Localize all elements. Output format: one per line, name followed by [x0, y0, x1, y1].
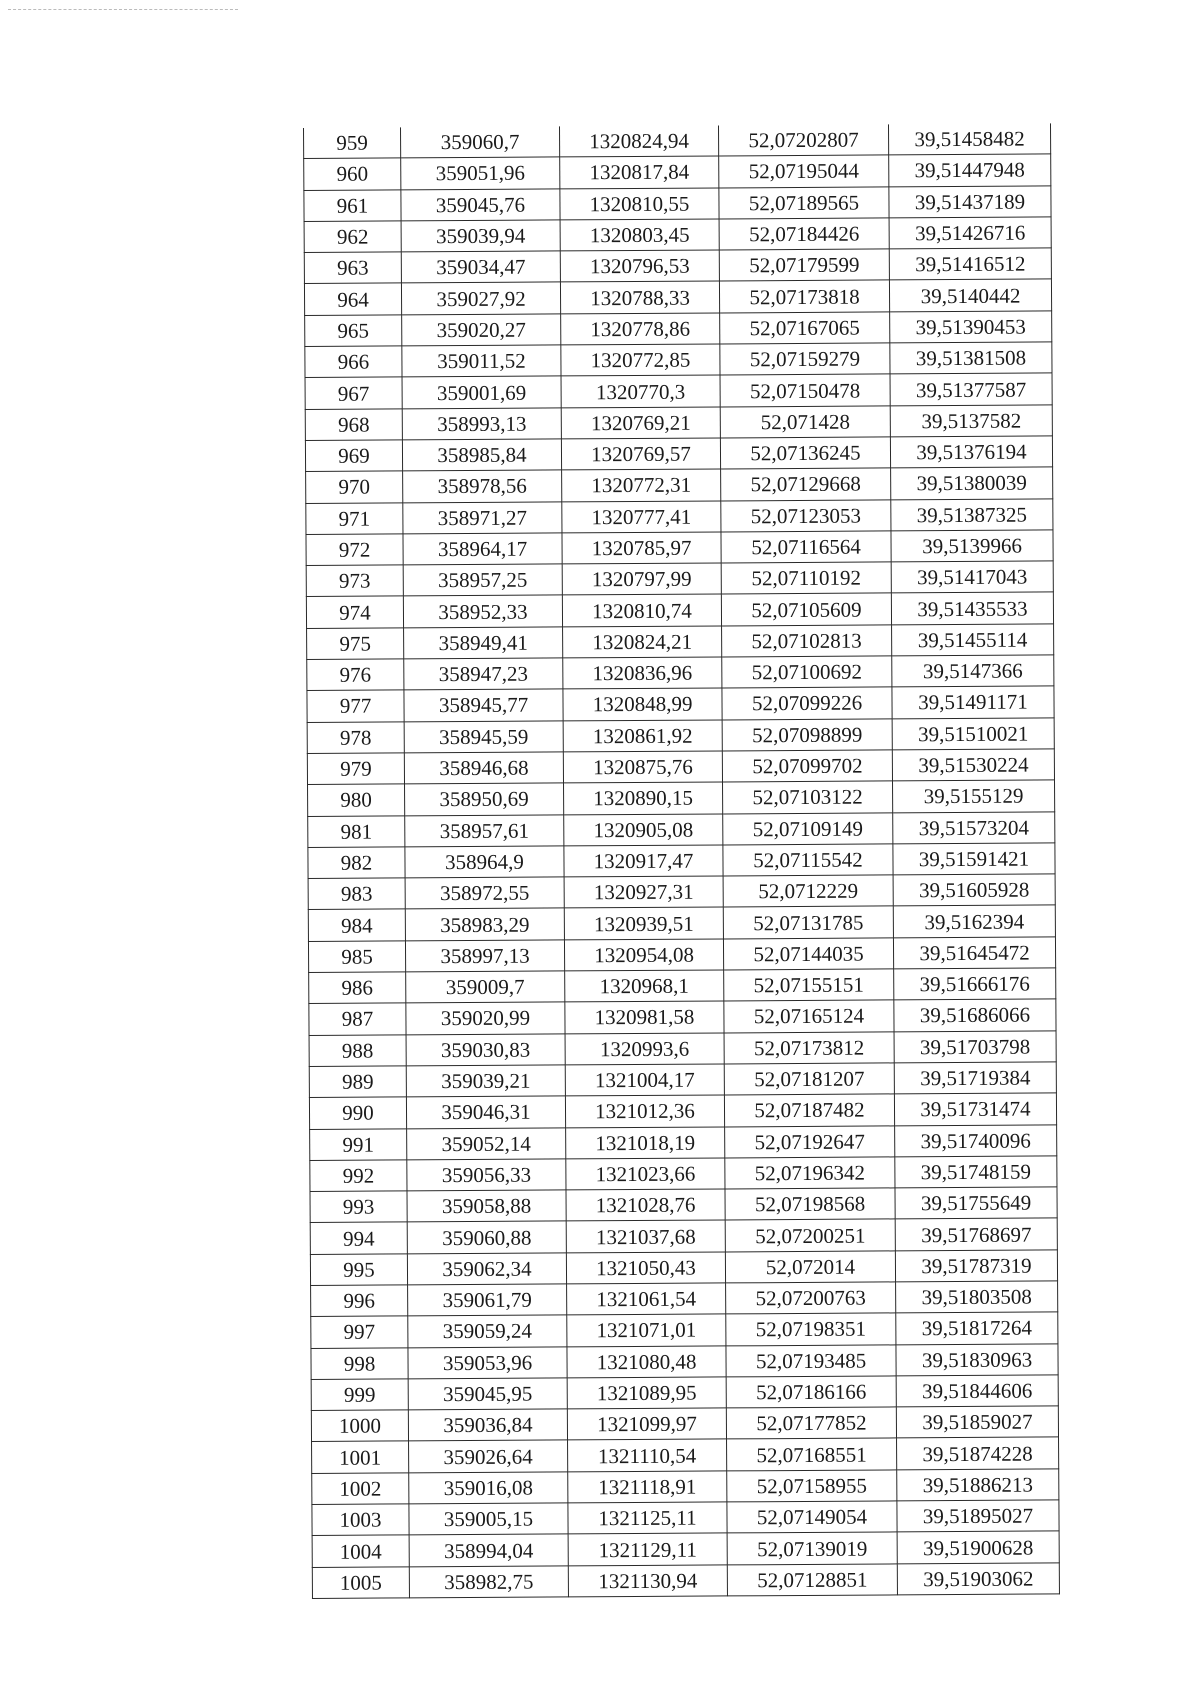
y-coordinate-cell: 1321118,91 [568, 1471, 727, 1503]
latitude-cell: 52,07173818 [719, 280, 889, 312]
table-row [308, 874, 1055, 910]
latitude-cell: 52,07144035 [723, 938, 893, 970]
table-row [309, 1062, 1056, 1098]
point-number-cell: 971 [306, 502, 403, 534]
point-number-cell: 987 [309, 1003, 406, 1035]
longitude-cell: 39,5147366 [892, 655, 1054, 687]
longitude-cell: 39,51844606 [896, 1375, 1058, 1407]
x-coordinate-cell: 358983,29 [405, 908, 564, 940]
point-number-cell: 984 [308, 909, 405, 941]
longitude-cell: 39,51381508 [890, 342, 1052, 374]
x-coordinate-cell: 359030,83 [406, 1034, 565, 1066]
table-row [306, 561, 1053, 597]
table-row [305, 436, 1052, 472]
latitude-cell: 52,07139019 [727, 1532, 897, 1564]
y-coordinate-cell: 1321050,43 [566, 1252, 725, 1284]
latitude-cell: 52,07155151 [724, 969, 894, 1001]
table-row [305, 342, 1052, 378]
latitude-cell: 52,07149054 [727, 1501, 897, 1533]
table-row [310, 1187, 1057, 1223]
point-number-cell: 986 [309, 972, 406, 1004]
latitude-cell: 52,07128851 [727, 1564, 897, 1596]
longitude-cell: 39,51703798 [894, 1031, 1056, 1063]
table-row [308, 843, 1055, 879]
latitude-cell: 52,07105609 [721, 593, 891, 625]
latitude-cell: 52,07115542 [723, 844, 893, 876]
point-number-cell: 980 [308, 784, 405, 816]
latitude-cell: 52,07136245 [720, 437, 890, 469]
latitude-cell: 52,07181207 [724, 1063, 894, 1095]
y-coordinate-cell: 1320817,84 [560, 156, 719, 188]
y-coordinate-cell: 1321110,54 [568, 1439, 727, 1471]
longitude-cell: 39,51874228 [897, 1437, 1059, 1469]
longitude-cell: 39,51787319 [895, 1250, 1057, 1282]
latitude-cell: 52,0712229 [723, 875, 893, 907]
x-coordinate-cell: 358949,41 [404, 627, 563, 659]
table-row [309, 999, 1056, 1035]
point-number-cell: 1002 [312, 1473, 409, 1505]
longitude-cell: 39,51900628 [897, 1531, 1059, 1563]
longitude-cell: 39,51377587 [890, 373, 1052, 405]
latitude-cell: 52,07177852 [726, 1407, 896, 1439]
latitude-cell: 52,07202807 [718, 124, 888, 156]
point-number-cell: 988 [309, 1034, 406, 1066]
longitude-cell: 39,51591421 [893, 843, 1055, 875]
y-coordinate-cell: 1320785,97 [562, 532, 721, 564]
y-coordinate-cell: 1320778,86 [561, 313, 720, 345]
table-row [312, 1469, 1059, 1505]
x-coordinate-cell: 359020,99 [406, 1002, 565, 1034]
y-coordinate-cell: 1320788,33 [560, 281, 719, 313]
x-coordinate-cell: 359027,92 [401, 282, 560, 314]
longitude-cell: 39,51731474 [894, 1093, 1056, 1125]
table-row [310, 1250, 1057, 1286]
x-coordinate-cell: 358957,25 [403, 564, 562, 596]
x-coordinate-cell: 359061,79 [408, 1284, 567, 1316]
y-coordinate-cell: 1320803,45 [560, 219, 719, 251]
latitude-cell: 52,07193485 [726, 1344, 896, 1376]
latitude-cell: 52,07110192 [721, 562, 891, 594]
point-number-cell: 993 [310, 1191, 407, 1223]
point-number-cell: 965 [305, 315, 402, 347]
point-number-cell: 968 [305, 409, 402, 441]
longitude-cell: 39,51686066 [894, 999, 1056, 1031]
longitude-cell: 39,51719384 [894, 1062, 1056, 1094]
table-row [307, 624, 1054, 660]
point-number-cell: 962 [304, 221, 401, 253]
x-coordinate-cell: 358964,9 [405, 846, 564, 878]
longitude-cell: 39,51491171 [892, 686, 1054, 718]
y-coordinate-cell: 1321023,66 [566, 1158, 725, 1190]
y-coordinate-cell: 1321037,68 [566, 1220, 725, 1252]
longitude-cell: 39,51455114 [892, 624, 1054, 656]
point-number-cell: 979 [307, 753, 404, 785]
longitude-cell: 39,51666176 [894, 968, 1056, 1000]
latitude-cell: 52,07102813 [722, 625, 892, 657]
point-number-cell: 989 [309, 1066, 406, 1098]
longitude-cell: 39,51755649 [895, 1187, 1057, 1219]
latitude-cell: 52,07168551 [727, 1438, 897, 1470]
y-coordinate-cell: 1320905,08 [564, 813, 723, 845]
point-number-cell: 963 [304, 252, 401, 284]
latitude-cell: 52,07200763 [726, 1282, 896, 1314]
latitude-cell: 52,07198351 [726, 1313, 896, 1345]
latitude-cell: 52,072014 [725, 1251, 895, 1283]
x-coordinate-cell: 358972,55 [405, 877, 564, 909]
longitude-cell: 39,51645472 [893, 937, 1055, 969]
latitude-cell: 52,07131785 [723, 906, 893, 938]
longitude-cell: 39,51573204 [893, 811, 1055, 843]
table-row [307, 749, 1054, 785]
y-coordinate-cell: 1321125,11 [568, 1502, 727, 1534]
point-number-cell: 996 [311, 1285, 408, 1317]
x-coordinate-cell: 359039,94 [401, 220, 560, 252]
x-coordinate-cell: 359001,69 [402, 376, 561, 408]
y-coordinate-cell: 1321129,11 [568, 1533, 727, 1565]
table-row [308, 811, 1055, 847]
point-number-cell: 995 [310, 1254, 407, 1286]
latitude-cell: 52,07184426 [719, 218, 889, 250]
longitude-cell: 39,5140442 [889, 279, 1051, 311]
table-row [311, 1375, 1058, 1411]
longitude-cell: 39,51859027 [896, 1406, 1058, 1438]
longitude-cell: 39,51390453 [890, 311, 1052, 343]
latitude-cell: 52,071428 [720, 406, 890, 438]
x-coordinate-cell: 359051,96 [401, 157, 560, 189]
longitude-cell: 39,51426716 [889, 217, 1051, 249]
y-coordinate-cell: 1320927,31 [564, 876, 723, 908]
x-coordinate-cell: 358985,84 [402, 439, 561, 471]
point-number-cell: 976 [307, 659, 404, 691]
point-number-cell: 966 [305, 346, 402, 378]
point-number-cell: 983 [308, 878, 405, 910]
point-number-cell: 999 [311, 1379, 408, 1411]
y-coordinate-cell: 1321080,48 [567, 1346, 726, 1378]
table-row [306, 592, 1053, 628]
longitude-cell: 39,51895027 [897, 1500, 1059, 1532]
table-row [306, 530, 1053, 566]
latitude-cell: 52,07186166 [726, 1376, 896, 1408]
point-number-cell: 978 [307, 722, 404, 754]
point-number-cell: 960 [304, 158, 401, 190]
latitude-cell: 52,07196342 [725, 1157, 895, 1189]
point-number-cell: 990 [309, 1097, 406, 1129]
point-number-cell: 1003 [312, 1504, 409, 1536]
y-coordinate-cell: 1320777,41 [562, 501, 721, 533]
y-coordinate-cell: 1321089,95 [567, 1377, 726, 1409]
y-coordinate-cell: 1320954,08 [564, 939, 723, 971]
table-row [305, 405, 1052, 441]
point-number-cell: 967 [305, 377, 402, 409]
x-coordinate-cell: 359039,21 [406, 1065, 565, 1097]
y-coordinate-cell: 1321012,36 [565, 1095, 724, 1127]
table-row [309, 1093, 1056, 1129]
table-row [310, 1156, 1057, 1192]
x-coordinate-cell: 359052,14 [407, 1127, 566, 1159]
table-row [304, 217, 1051, 253]
x-coordinate-cell: 358957,61 [405, 814, 564, 846]
point-number-cell: 1004 [312, 1535, 409, 1567]
latitude-cell: 52,07099226 [722, 687, 892, 719]
point-number-cell: 997 [311, 1316, 408, 1348]
y-coordinate-cell: 1320939,51 [564, 907, 723, 939]
longitude-cell: 39,51830963 [896, 1343, 1058, 1375]
y-coordinate-cell: 1321071,01 [567, 1314, 726, 1346]
latitude-cell: 52,07116564 [721, 531, 891, 563]
table-row [310, 1124, 1057, 1160]
x-coordinate-cell: 358945,77 [404, 689, 563, 721]
point-number-cell: 972 [306, 534, 403, 566]
longitude-cell: 39,51768697 [895, 1218, 1057, 1250]
x-coordinate-cell: 358971,27 [403, 501, 562, 533]
table-row [308, 937, 1055, 973]
latitude-cell: 52,07195044 [719, 155, 889, 187]
x-coordinate-cell: 358994,04 [409, 1534, 568, 1566]
x-coordinate-cell: 358978,56 [403, 470, 562, 502]
table-row [311, 1343, 1058, 1379]
table-row [304, 279, 1051, 315]
table-row [304, 154, 1051, 190]
latitude-cell: 52,07192647 [725, 1125, 895, 1157]
point-number-cell: 973 [306, 565, 403, 597]
x-coordinate-cell: 359020,27 [402, 314, 561, 346]
y-coordinate-cell: 1320810,74 [562, 594, 721, 626]
x-coordinate-cell: 358997,13 [405, 940, 564, 972]
latitude-cell: 52,07200251 [725, 1219, 895, 1251]
y-coordinate-cell: 1320890,15 [564, 782, 723, 814]
longitude-cell: 39,51510021 [892, 718, 1054, 750]
y-coordinate-cell: 1320772,85 [561, 344, 720, 376]
x-coordinate-cell: 358952,33 [403, 595, 562, 627]
latitude-cell: 52,07109149 [723, 812, 893, 844]
y-coordinate-cell: 1320875,76 [563, 751, 722, 783]
latitude-cell: 52,07159279 [720, 343, 890, 375]
point-number-cell: 994 [310, 1222, 407, 1254]
longitude-cell: 39,51435533 [891, 592, 1053, 624]
table-row [312, 1531, 1059, 1567]
longitude-cell: 39,51748159 [895, 1156, 1057, 1188]
table-row [304, 248, 1051, 284]
table-row [307, 686, 1054, 722]
table-row [307, 718, 1054, 754]
longitude-cell: 39,51740096 [895, 1124, 1057, 1156]
x-coordinate-cell: 359045,95 [408, 1378, 567, 1410]
table-row [312, 1437, 1059, 1473]
point-number-cell: 969 [305, 440, 402, 472]
y-coordinate-cell: 1320772,31 [562, 469, 721, 501]
point-number-cell: 964 [304, 283, 401, 315]
longitude-cell: 39,51817264 [896, 1312, 1058, 1344]
longitude-cell: 39,5139966 [891, 530, 1053, 562]
latitude-cell: 52,07150478 [720, 374, 890, 406]
point-number-cell: 977 [307, 690, 404, 722]
y-coordinate-cell: 1320824,21 [563, 626, 722, 658]
x-coordinate-cell: 359062,34 [407, 1253, 566, 1285]
latitude-cell: 52,07189565 [719, 187, 889, 219]
y-coordinate-cell: 1320769,57 [561, 438, 720, 470]
latitude-cell: 52,07123053 [721, 499, 891, 531]
x-coordinate-cell: 359036,84 [408, 1409, 567, 1441]
y-coordinate-cell: 1320993,6 [565, 1033, 724, 1065]
y-coordinate-cell: 1320797,99 [562, 563, 721, 595]
table-row [308, 780, 1055, 816]
scan-edge-mark [8, 9, 238, 10]
longitude-cell: 39,51437189 [889, 186, 1051, 218]
longitude-cell: 39,51605928 [893, 874, 1055, 906]
x-coordinate-cell: 359053,96 [408, 1346, 567, 1378]
latitude-cell: 52,07158955 [727, 1470, 897, 1502]
y-coordinate-cell: 1320796,53 [560, 250, 719, 282]
x-coordinate-cell: 359034,47 [401, 251, 560, 283]
latitude-cell: 52,07098899 [722, 719, 892, 751]
y-coordinate-cell: 1320824,94 [559, 125, 718, 157]
point-number-cell: 975 [307, 628, 404, 660]
latitude-cell: 52,07179599 [719, 249, 889, 281]
table-row [309, 968, 1056, 1004]
x-coordinate-cell: 359011,52 [402, 345, 561, 377]
latitude-cell: 52,07129668 [721, 468, 891, 500]
table-row [307, 655, 1054, 691]
longitude-cell: 39,51530224 [892, 749, 1054, 781]
y-coordinate-cell: 1320981,58 [565, 1001, 724, 1033]
point-number-cell: 974 [306, 596, 403, 628]
x-coordinate-cell: 358982,75 [409, 1566, 568, 1598]
table-row [311, 1312, 1058, 1348]
point-number-cell: 970 [306, 471, 403, 503]
latitude-cell: 52,07103122 [723, 781, 893, 813]
x-coordinate-cell: 358946,68 [404, 752, 563, 784]
table-row [305, 311, 1052, 347]
x-coordinate-cell: 359016,08 [409, 1472, 568, 1504]
longitude-cell: 39,51803508 [896, 1281, 1058, 1313]
y-coordinate-cell: 1320769,21 [561, 407, 720, 439]
table-row [310, 1218, 1057, 1254]
table-row [306, 467, 1053, 503]
point-number-cell: 991 [310, 1128, 407, 1160]
latitude-cell: 52,07099702 [722, 750, 892, 782]
y-coordinate-cell: 1320770,3 [561, 375, 720, 407]
point-number-cell: 961 [304, 189, 401, 221]
table-row [308, 905, 1055, 941]
longitude-cell: 39,51376194 [890, 436, 1052, 468]
latitude-cell: 52,07198568 [725, 1188, 895, 1220]
longitude-cell: 39,51903062 [897, 1563, 1059, 1595]
y-coordinate-cell: 1321061,54 [567, 1283, 726, 1315]
y-coordinate-cell: 1321018,19 [566, 1126, 725, 1158]
x-coordinate-cell: 358945,59 [404, 721, 563, 753]
table-row [304, 123, 1051, 158]
longitude-cell: 39,5137582 [890, 405, 1052, 437]
y-coordinate-cell: 1320848,99 [563, 688, 722, 720]
longitude-cell: 39,51387325 [891, 498, 1053, 530]
y-coordinate-cell: 1320836,96 [563, 657, 722, 689]
table-row [311, 1281, 1058, 1317]
latitude-cell: 52,07187482 [724, 1094, 894, 1126]
y-coordinate-cell: 1321004,17 [565, 1064, 724, 1096]
point-number-cell: 959 [304, 127, 401, 158]
longitude-cell: 39,51886213 [897, 1469, 1059, 1501]
x-coordinate-cell: 359059,24 [408, 1315, 567, 1347]
x-coordinate-cell: 358964,17 [403, 533, 562, 565]
x-coordinate-cell: 359060,88 [407, 1221, 566, 1253]
x-coordinate-cell: 359045,76 [401, 189, 560, 221]
table-row [309, 1031, 1056, 1067]
longitude-cell: 39,5155129 [893, 780, 1055, 812]
y-coordinate-cell: 1320917,47 [564, 845, 723, 877]
latitude-cell: 52,07167065 [720, 312, 890, 344]
point-number-cell: 982 [308, 847, 405, 879]
x-coordinate-cell: 358993,13 [402, 408, 561, 440]
longitude-cell: 39,51416512 [889, 248, 1051, 280]
point-number-cell: 985 [308, 941, 405, 973]
longitude-cell: 39,51417043 [891, 561, 1053, 593]
table-row [311, 1406, 1058, 1442]
point-number-cell: 998 [311, 1347, 408, 1379]
longitude-cell: 39,51380039 [891, 467, 1053, 499]
x-coordinate-cell: 359026,64 [409, 1440, 568, 1472]
latitude-cell: 52,07165124 [724, 1000, 894, 1032]
table-row [306, 498, 1053, 534]
latitude-cell: 52,07100692 [722, 656, 892, 688]
point-number-cell: 1000 [311, 1410, 408, 1442]
point-number-cell: 992 [310, 1160, 407, 1192]
latitude-cell: 52,07173812 [724, 1032, 894, 1064]
coordinates-table-body [304, 123, 1060, 1598]
coordinates-table [303, 123, 1060, 1598]
y-coordinate-cell: 1321130,94 [568, 1565, 727, 1597]
point-number-cell: 1001 [312, 1441, 409, 1473]
point-number-cell: 1005 [312, 1567, 409, 1599]
x-coordinate-cell: 359005,15 [409, 1503, 568, 1535]
longitude-cell: 39,51458482 [888, 123, 1050, 155]
longitude-cell: 39,5162394 [893, 905, 1055, 937]
x-coordinate-cell: 359046,31 [406, 1096, 565, 1128]
y-coordinate-cell: 1321028,76 [566, 1189, 725, 1221]
y-coordinate-cell: 1320968,1 [565, 970, 724, 1002]
y-coordinate-cell: 1320861,92 [563, 720, 722, 752]
table-row [312, 1563, 1059, 1599]
x-coordinate-cell: 359060,7 [400, 126, 559, 158]
x-coordinate-cell: 358947,23 [404, 658, 563, 690]
table-row [305, 373, 1052, 409]
x-coordinate-cell: 358950,69 [405, 783, 564, 815]
x-coordinate-cell: 359056,33 [407, 1159, 566, 1191]
x-coordinate-cell: 359009,7 [406, 971, 565, 1003]
x-coordinate-cell: 359058,88 [407, 1190, 566, 1222]
table-row [312, 1500, 1059, 1536]
y-coordinate-cell: 1321099,97 [567, 1408, 726, 1440]
point-number-cell: 981 [308, 815, 405, 847]
table-row [304, 186, 1051, 222]
y-coordinate-cell: 1320810,55 [560, 188, 719, 220]
longitude-cell: 39,51447948 [889, 154, 1051, 186]
